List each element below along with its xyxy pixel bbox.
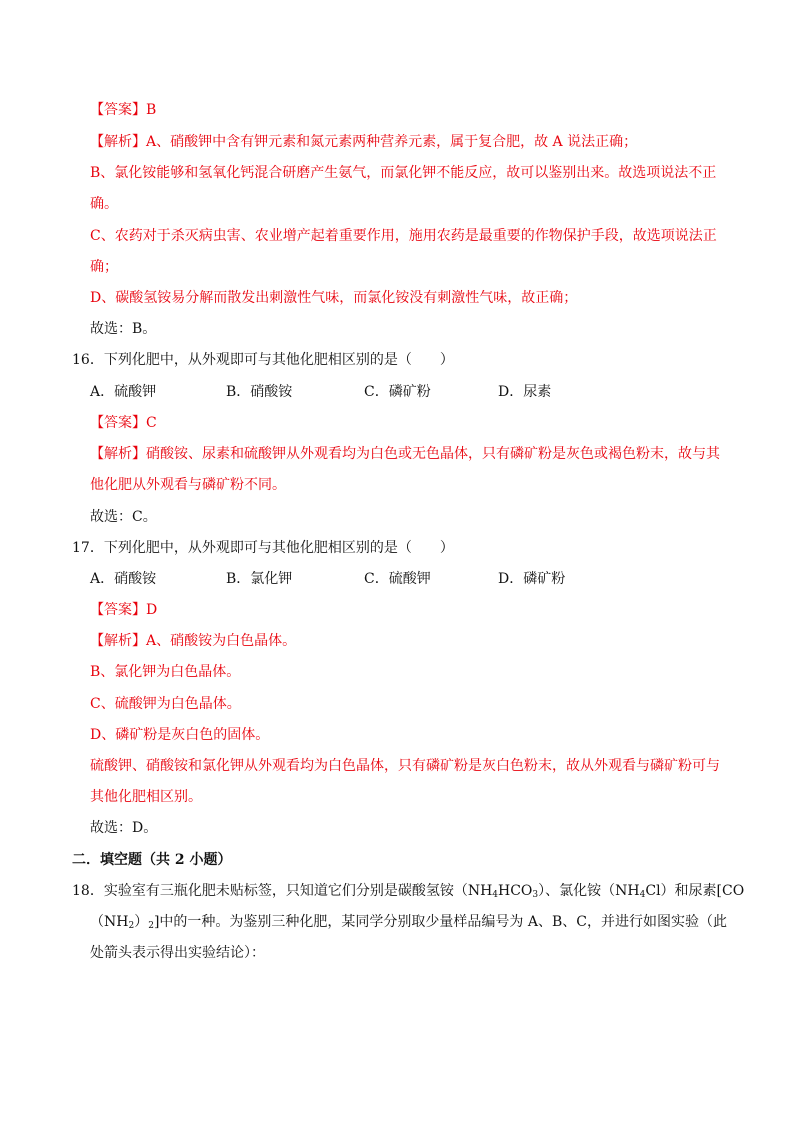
q16-option-c: C．磷矿粉 [364, 384, 431, 400]
q17-analysis-line1 [90, 631, 296, 651]
q16-option-d: D．尿素 [498, 384, 552, 400]
q18-text: 18．实验室有三瓶化肥未贴标签，只知道它们分别是碳酸氢铵（NH [72, 883, 493, 899]
subscript: 2 [148, 921, 154, 931]
q18-stem-line1 [72, 881, 744, 901]
analysis-text: A、硝酸钾中含有钾元素和氮元素两种营养元素，属于复合肥，故 A 说法正确； [146, 134, 638, 150]
q16-answer-line [90, 413, 157, 433]
q17-conclusion: 故选：D。 [90, 820, 158, 836]
answer-tag: 【答案】 [90, 102, 146, 118]
q17-line-c: C、硫酸钾为白色晶体。 [90, 696, 241, 712]
analysis-tag: 【解析】 [90, 134, 146, 150]
analysis-tag: 【解析】 [90, 633, 146, 649]
analysis-text: 硝酸铵、尿素和硫酸钾从外观看均为白色或无色晶体，只有磷矿粉是灰色或褐色粉末，故与其 [146, 446, 720, 462]
q18-text: ）、氯化铵（NH [538, 883, 640, 899]
q18-stem-line2 [90, 912, 727, 932]
q18-text: ） [134, 914, 149, 930]
q17-line-d: D、磷矿粉是灰白色的固体。 [90, 727, 270, 743]
q17-option-a: A．硝酸铵 [90, 571, 157, 587]
analysis-text: A、硝酸铵为白色晶体。 [146, 633, 297, 649]
q15-line-c1: C、农药对于杀灭病虫害、农业增产起着重要作用，施用农药是最重要的作物保护手段，故选项说法正 [90, 228, 717, 244]
q18-text: HCO [498, 883, 533, 899]
q18-text: （NH [90, 914, 129, 930]
answer-value: D [146, 602, 158, 618]
q16-option-b: B．硝酸铵 [226, 384, 293, 400]
analysis-tag: 【解析】 [90, 446, 146, 462]
subscript: 4 [639, 890, 646, 900]
q17-option-b: B．氯化钾 [226, 571, 293, 587]
q16-analysis-line1 [90, 444, 720, 464]
q18-text: ]中的一种。为鉴别三种化肥，某同学分别取少量样品编号为 A、B、C，并进行如图实验（此 [153, 914, 727, 930]
q15-answer-line [90, 100, 156, 120]
section-heading: 二．填空题（共 2 小题） [72, 852, 232, 868]
subscript: 4 [492, 890, 499, 900]
answer-value: C [146, 415, 157, 431]
q18-stem-line3: 处箭头表示得出实验结论）： [90, 945, 265, 961]
q15-line-b2: 确。 [90, 196, 118, 212]
q17-option-d: D．磷矿粉 [498, 571, 566, 587]
q15-analysis-line [90, 132, 637, 152]
answer-tag: 【答案】 [90, 415, 146, 431]
q18-text: Cl）和尿素[CO [645, 883, 745, 899]
q15-line-b1: B、氯化铵能够和氢氧化钙混合研磨产生氨气，而氯化钾不能反应，故可以鉴别出来。故选项说法不正 [90, 165, 717, 181]
q15-line-d: D、碳酸氢铵易分解而散发出刺激性气味，而氯化铵没有刺激性气味，故正确； [90, 290, 578, 306]
q17-option-c: C．硫酸钾 [364, 571, 431, 587]
q17-answer-line [90, 600, 157, 620]
subscript: 3 [532, 890, 539, 900]
subscript: 2 [128, 921, 135, 931]
q15-line-c2: 确； [90, 259, 118, 275]
q16-analysis-line2: 他化肥从外观看与磷矿粉不同。 [90, 477, 286, 493]
answer-tag: 【答案】 [90, 602, 146, 618]
q17-summary-1: 硫酸钾、硝酸铵和氯化钾从外观看均为白色晶体，只有磷矿粉是灰白色粉末，故从外观看与磷矿粉可与 [90, 758, 720, 774]
q16-stem: 16．下列化肥中，从外观即可与其他化肥相区别的是（ ） [72, 352, 454, 368]
q15-conclusion: 故选：B。 [90, 321, 157, 337]
q17-stem: 17．下列化肥中，从外观即可与其他化肥相区别的是（ ） [72, 540, 454, 556]
q16-option-a: A．硫酸钾 [90, 384, 157, 400]
answer-value: B [146, 102, 157, 118]
q17-summary-2: 其他化肥相区别。 [90, 789, 202, 805]
q16-conclusion: 故选：C。 [90, 509, 157, 525]
q17-line-b: B、氯化钾为白色晶体。 [90, 664, 241, 680]
